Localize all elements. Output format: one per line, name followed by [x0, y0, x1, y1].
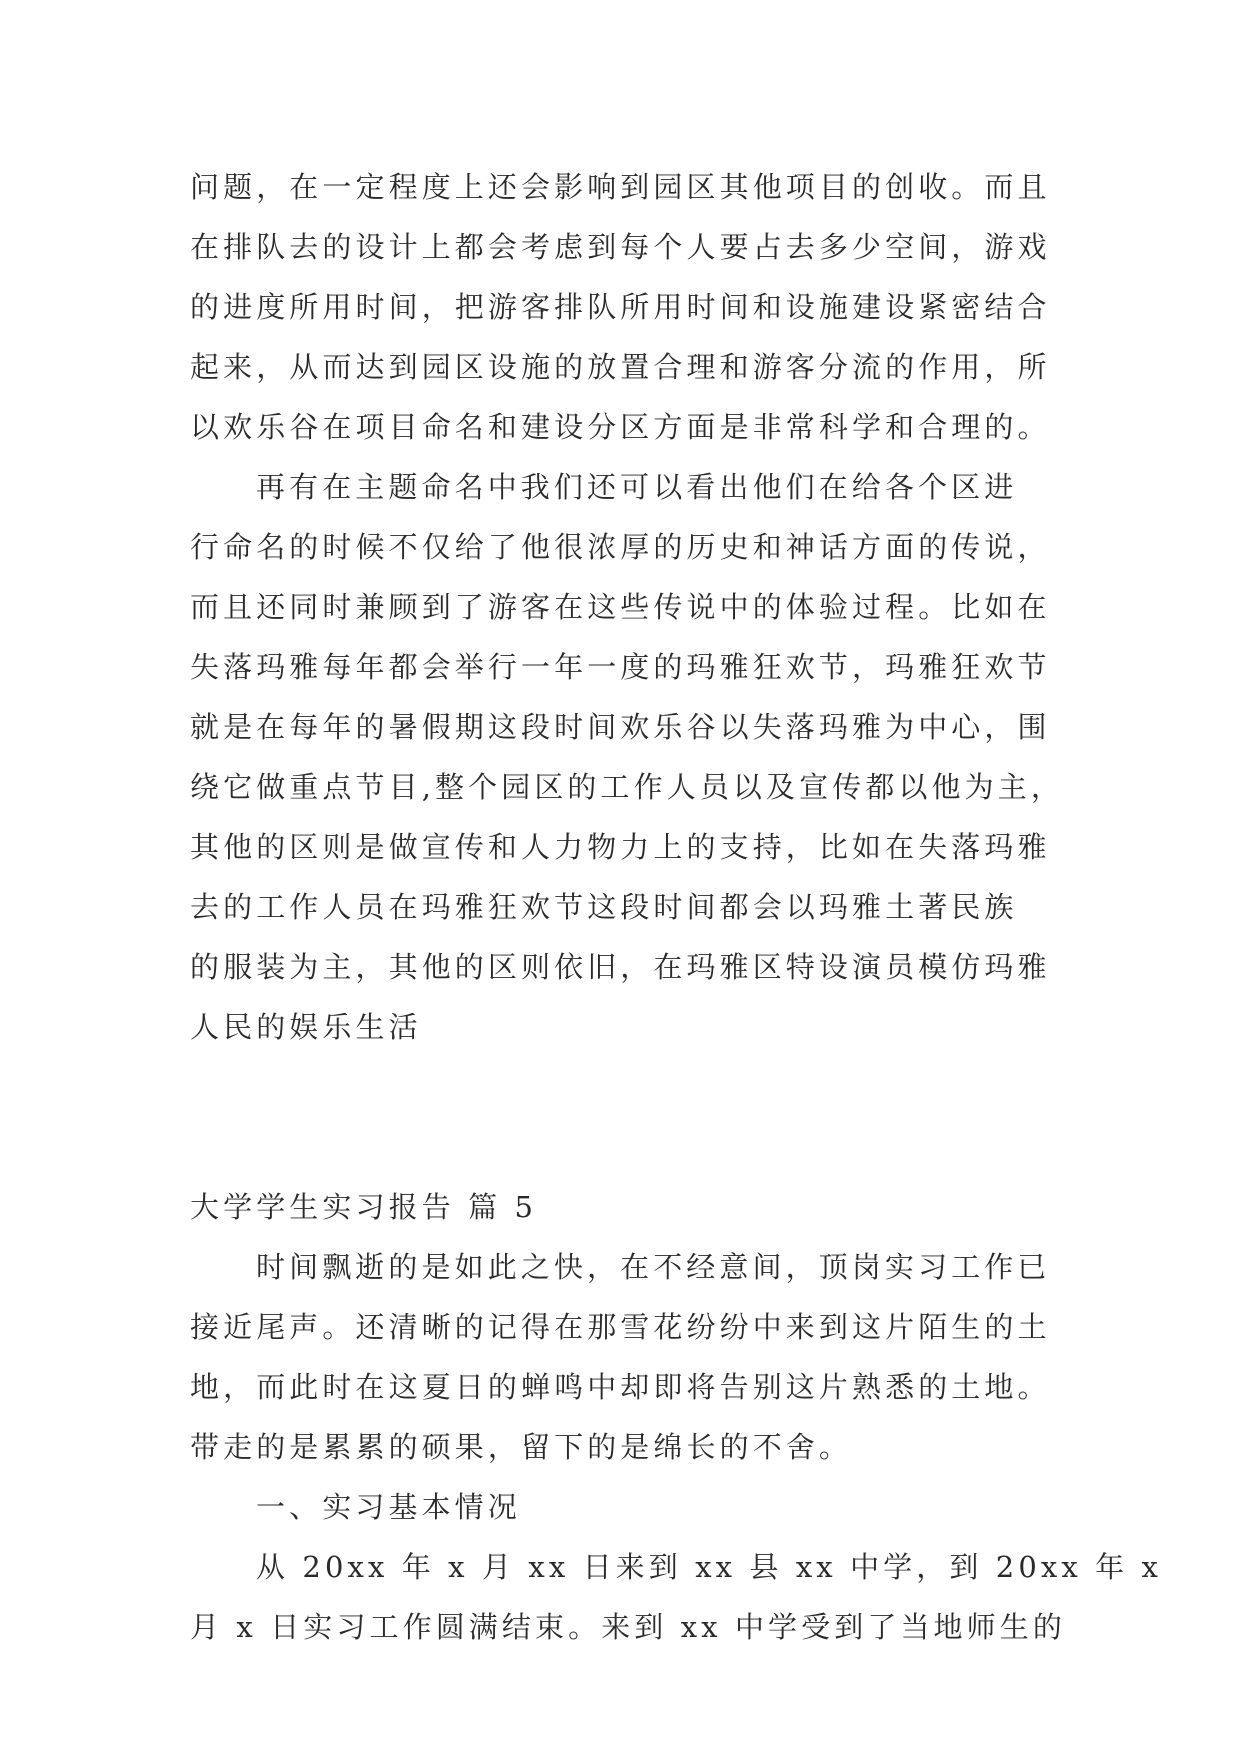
text-line: 就是在每年的暑假期这段时间欢乐谷以失落玛雅为中心，围 — [190, 710, 1051, 744]
paragraph-1 — [190, 157, 1060, 457]
text-line: 绕它做重点节目,整个园区的工作人员以及宣传都以他为主， — [190, 770, 1064, 804]
text-line: 以欢乐谷在项目命名和建设分区方面是非常科学和合理的。 — [190, 410, 1051, 444]
text-line: 时间飘逝的是如此之快，在不经意间，顶岗实习工作已 — [256, 1250, 1051, 1284]
subheading: 一、实习基本情况 — [256, 1490, 521, 1524]
paragraph-2 — [190, 457, 1064, 1057]
text-line: 从 20xx 年 x 月 xx 日来到 xx 县 xx 中学，到 20xx 年 x — [256, 1550, 1163, 1584]
text-line: 再有在主题命名中我们还可以看出他们在给各个区进 — [256, 470, 1018, 504]
text-line: 其他的区则是做宣传和人力物力上的支持，比如在失落玛雅 — [190, 830, 1051, 864]
text-line: 地，而此时在这夏日的蝉鸣中却即将告别这片熟悉的土地。 — [190, 1370, 1051, 1404]
text-line: 起来，从而达到园区设施的放置合理和游客分流的作用，所 — [190, 350, 1051, 384]
text-line: 人民的娱乐生活 — [190, 1010, 422, 1044]
text-line: 行命名的时候不仅给了他很浓厚的历史和神话方面的传说， — [190, 530, 1051, 564]
text-line: 去的工作人员在玛雅狂欢节这段时间都会以玛雅土著民族 — [190, 890, 1018, 924]
paragraph-3 — [190, 1237, 1060, 1477]
text-line: 月 x 日实习工作圆满结束。来到 xx 中学受到了当地师生的 — [190, 1610, 1066, 1644]
text-line: 接近尾声。还清晰的记得在那雪花纷纷中来到这片陌生的土 — [190, 1310, 1051, 1344]
text-line: 而且还同时兼顾到了游客在这些传说中的体验过程。比如在 — [190, 590, 1051, 624]
text-line: 在排队去的设计上都会考虑到每个人要占去多少空间，游戏 — [190, 230, 1051, 264]
text-line: 失落玛雅每年都会举行一年一度的玛雅狂欢节，玛雅狂欢节 — [190, 650, 1051, 684]
text-line: 的进度所用时间，把游客排队所用时间和设施建设紧密结合 — [190, 290, 1051, 324]
section-spacer — [190, 1057, 1060, 1177]
text-line: 问题，在一定程度上还会影响到园区其他项目的创收。而且 — [190, 170, 1051, 204]
paragraph-4 — [190, 1537, 1163, 1657]
text-line: 带走的是累累的硕果，留下的是绵长的不舍。 — [190, 1430, 853, 1464]
text-line: 的服装为主，其他的区则依旧，在玛雅区特设演员模仿玛雅 — [190, 950, 1051, 984]
section-title: 大学学生实习报告 篇 5 — [190, 1190, 538, 1224]
document-body — [190, 157, 1163, 1657]
